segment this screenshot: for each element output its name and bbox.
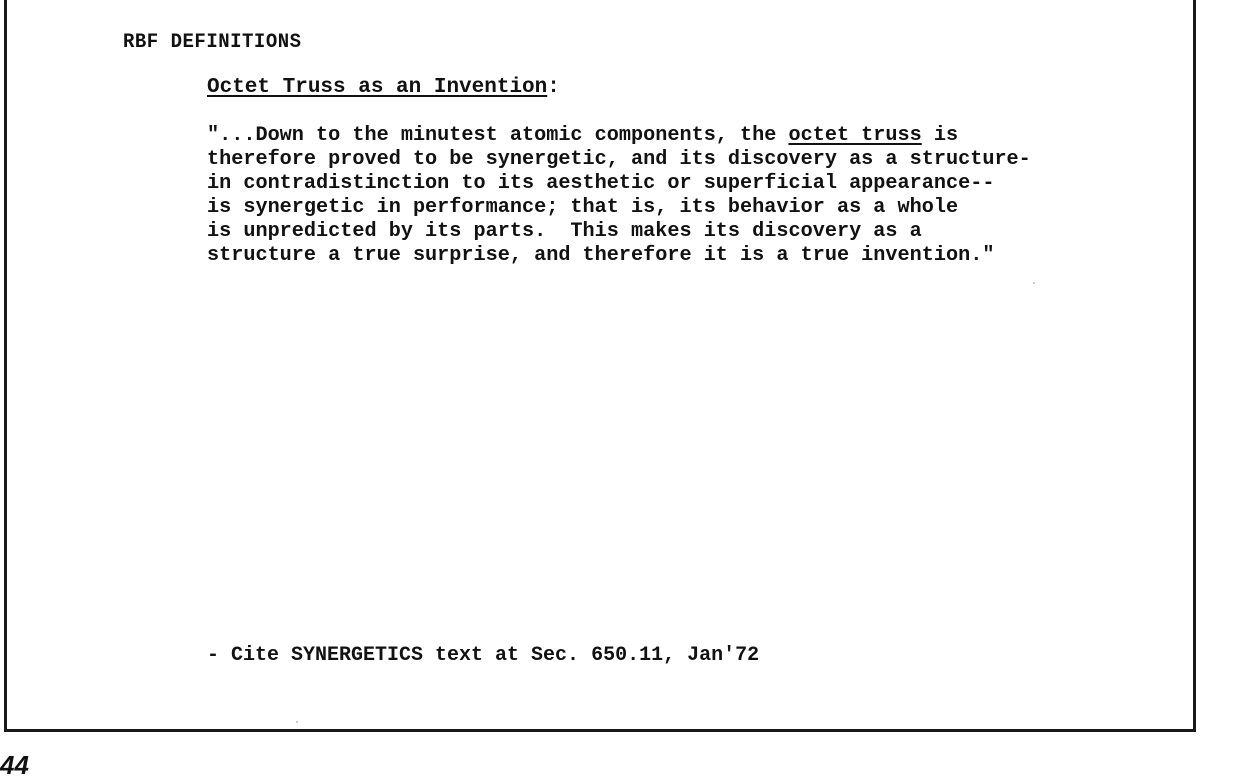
quote-line-6: structure a true surprise, and therefore it is a true invention.": [207, 244, 995, 267]
quote-line-2: therefore proved to be synergetic, and its discovery as a structure-: [207, 148, 1031, 171]
citation: - Cite SYNERGETICS text at Sec. 650.11, Jan'72: [207, 644, 760, 667]
scan-speck: [1033, 282, 1035, 284]
definition-card: [4, 0, 1196, 732]
scan-speck: [296, 721, 298, 723]
quote-line-4: is synergetic in performance; that is, its behavior as a whole: [207, 196, 959, 219]
definition-title-colon: :: [547, 76, 560, 99]
quote-line-1-start: "...Down to the minutest atomic components, the: [207, 124, 789, 147]
definition-title: [207, 76, 560, 99]
definition-quote: [207, 124, 1031, 268]
quote-line-3: in contradistinction to its aesthetic or superficial appearance--: [207, 172, 995, 195]
definition-title-text: Octet Truss as an Invention: [207, 76, 548, 99]
document-heading: RBF DEFINITIONS: [123, 30, 302, 54]
quote-line-5: is unpredicted by its parts. This makes its discovery as a: [207, 220, 922, 243]
page-number: 44: [0, 750, 29, 780]
quote-term-octet-truss: octet truss: [788, 124, 922, 147]
quote-line-1-end: is: [921, 124, 959, 147]
